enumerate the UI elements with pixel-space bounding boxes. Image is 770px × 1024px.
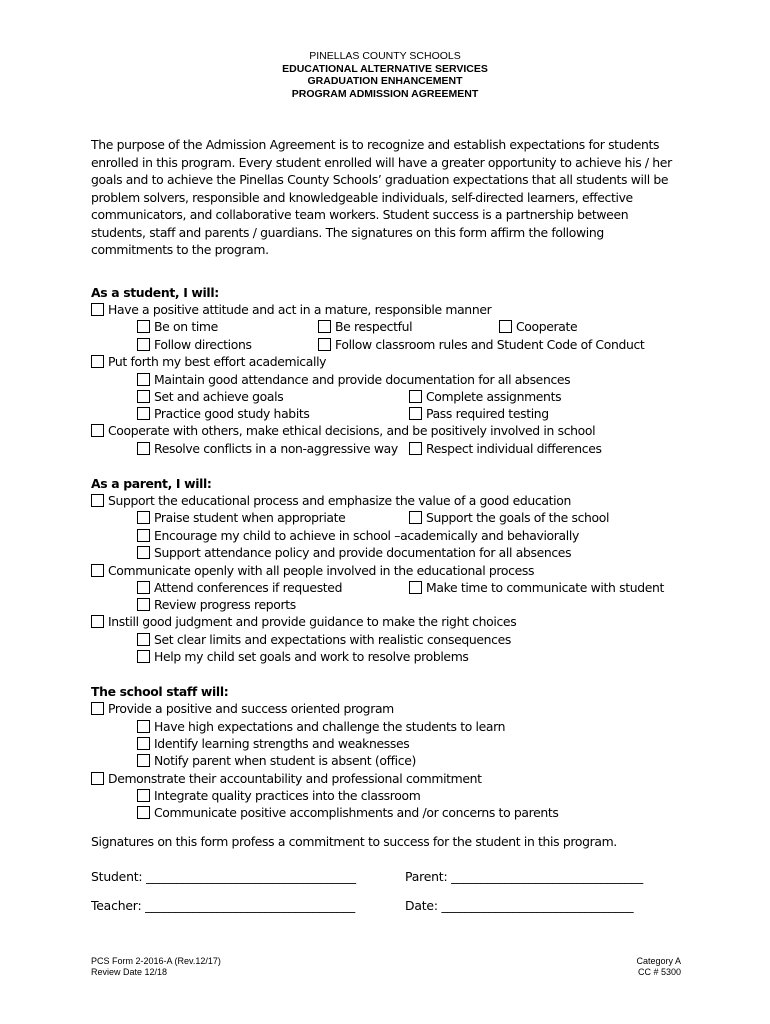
- header-department: EDUCATIONAL ALTERNATIVE SERVICES: [282, 62, 488, 75]
- parent-signature-field[interactable]: Parent: ________________________________: [405, 869, 644, 884]
- teacher-signature-field[interactable]: Teacher: ___________________________________: [91, 898, 355, 913]
- checkbox-label: Praise student when appropriate: [154, 510, 346, 525]
- checkbox-label: Support the goals of the school: [426, 510, 610, 525]
- student-item-3b: [409, 440, 602, 457]
- student-item-2: [91, 353, 326, 370]
- staff-item-1: [91, 700, 394, 717]
- checkbox[interactable]: [137, 650, 150, 663]
- checkbox-label: Cooperate: [516, 319, 578, 334]
- checkbox[interactable]: [409, 407, 422, 420]
- checkbox-label: Set clear limits and expectations with realistic consequences: [154, 632, 512, 647]
- parent-item-2a: [137, 579, 342, 596]
- checkbox-label: Integrate quality practices into the classroom: [154, 788, 421, 803]
- document-header: [0, 50, 770, 100]
- checkbox[interactable]: [137, 320, 150, 333]
- staff-item-2b: [137, 804, 559, 821]
- checkbox-label: Practice good study habits: [154, 406, 310, 421]
- checkbox-label: Help my child set goals and work to resolve problems: [154, 649, 469, 664]
- checkbox[interactable]: [91, 564, 104, 577]
- checkbox-label: Complete assignments: [426, 389, 562, 404]
- student-signature-field[interactable]: Student: ___________________________________: [91, 869, 356, 884]
- checkbox[interactable]: [409, 442, 422, 455]
- checkbox[interactable]: [409, 581, 422, 594]
- parent-item-2: [91, 562, 534, 579]
- student-item-1e: [318, 336, 644, 353]
- checkbox[interactable]: [137, 720, 150, 733]
- checkbox-label: Cooperate with others, make ethical decisions, and be positively involved in school: [108, 423, 596, 438]
- header-district: PINELLAS COUNTY SCHOOLS: [309, 50, 461, 62]
- intro-paragraph: The purpose of the Admission Agreement is to recognize and establish expectations for students enrolled in this program. Every student enrolled will have a greater opportunity to achieve his / her goals and to achieve the Pinellas County Schools’ graduation expectations that all students will be problem solvers, responsible and knowledgeable individuals, self-directed learners, effective communicators, and collaborative team workers. Student success is a partnership between students, staff and parents / guardians. The signatures on this form affirm the following commitments to the program.: [91, 137, 672, 257]
- parent-section-title: As a parent, I will:: [91, 476, 212, 491]
- review-date: Review Date 12/18: [91, 967, 168, 977]
- checkbox-label: Demonstrate their accountability and professional commitment: [108, 771, 482, 786]
- checkbox-label: Be on time: [154, 319, 218, 334]
- cc-number: CC # 5300: [637, 967, 681, 977]
- checkbox[interactable]: [137, 806, 150, 819]
- staff-item-2: [91, 770, 482, 787]
- checkbox[interactable]: [137, 373, 150, 386]
- parent-item-3b: [137, 648, 469, 665]
- signature-statement: Signatures on this form profess a commitment to success for the student in this program.: [91, 834, 617, 849]
- checkbox-label: Support the educational process and emphasize the value of a good education: [108, 493, 571, 508]
- checkbox[interactable]: [91, 355, 104, 368]
- student-item-2d: [137, 405, 310, 422]
- parent-item-2c: [137, 596, 296, 613]
- staff-item-1c: [137, 752, 416, 769]
- student-item-2c: [409, 388, 561, 405]
- checkbox[interactable]: [91, 772, 104, 785]
- checkbox-label: Resolve conflicts in a non-aggressive way: [154, 441, 398, 456]
- staff-section-title: The school staff will:: [91, 684, 229, 699]
- checkbox[interactable]: [137, 737, 150, 750]
- student-item-2a: [137, 371, 570, 388]
- student-item-1b: [318, 318, 412, 335]
- form-footer-right: [636, 956, 681, 978]
- parent-item-1d: [137, 544, 571, 561]
- student-item-2b: [137, 388, 283, 405]
- checkbox[interactable]: [318, 338, 331, 351]
- checkbox[interactable]: [409, 390, 422, 403]
- checkbox[interactable]: [91, 303, 104, 316]
- form-footer-left: [91, 956, 221, 978]
- parent-item-1c: [137, 527, 579, 544]
- checkbox-label: Notify parent when student is absent (office): [154, 753, 416, 768]
- staff-item-1a: [137, 718, 505, 735]
- checkbox-label: Support attendance policy and provide documentation for all absences: [154, 545, 572, 560]
- checkbox-label: Pass required testing: [426, 406, 549, 421]
- checkbox[interactable]: [137, 546, 150, 559]
- checkbox[interactable]: [137, 633, 150, 646]
- parent-item-1a: [137, 509, 345, 526]
- checkbox[interactable]: [91, 615, 104, 628]
- checkbox-label: Review progress reports: [154, 597, 296, 612]
- checkbox-label: Have high expectations and challenge the students to learn: [154, 719, 506, 734]
- staff-item-1b: [137, 735, 409, 752]
- checkbox[interactable]: [137, 529, 150, 542]
- student-item-2e: [409, 405, 549, 422]
- checkbox-label: Follow directions: [154, 337, 252, 352]
- form-number: PCS Form 2-2016-A (Rev.12/17): [91, 956, 221, 966]
- checkbox-label: Provide a positive and success oriented program: [108, 701, 394, 716]
- checkbox-label: Attend conferences if requested: [154, 580, 343, 595]
- checkbox[interactable]: [91, 494, 104, 507]
- checkbox[interactable]: [91, 424, 104, 437]
- checkbox[interactable]: [137, 390, 150, 403]
- checkbox[interactable]: [137, 789, 150, 802]
- checkbox[interactable]: [499, 320, 512, 333]
- checkbox-label: Have a positive attitude and act in a mature, responsible manner: [108, 302, 492, 317]
- checkbox[interactable]: [137, 581, 150, 594]
- parent-item-3: [91, 613, 516, 630]
- checkbox[interactable]: [137, 754, 150, 767]
- header-form-title: PROGRAM ADMISSION AGREEMENT: [291, 87, 479, 100]
- checkbox-label: Encourage my child to achieve in school –academically and behaviorally: [154, 528, 579, 543]
- checkbox-label: Be respectful: [335, 319, 413, 334]
- header-program: GRADUATION ENHANCEMENT: [307, 75, 463, 88]
- checkbox-label: Set and achieve goals: [154, 389, 284, 404]
- checkbox[interactable]: [137, 338, 150, 351]
- checkbox-label: Communicate positive accomplishments and /or concerns to parents: [154, 805, 559, 820]
- checkbox-label: Identify learning strengths and weaknesses: [154, 736, 410, 751]
- checkbox[interactable]: [137, 511, 150, 524]
- checkbox-label: Instill good judgment and provide guidance to make the right choices: [108, 614, 517, 629]
- checkbox[interactable]: [91, 702, 104, 715]
- student-item-3a: [137, 440, 398, 457]
- checkbox-label: Make time to communicate with student: [426, 580, 665, 595]
- checkbox[interactable]: [318, 320, 331, 333]
- student-item-1c: [499, 318, 577, 335]
- parent-item-3a: [137, 631, 511, 648]
- category-label: Category A: [636, 956, 681, 966]
- checkbox[interactable]: [137, 598, 150, 611]
- checkbox[interactable]: [137, 407, 150, 420]
- student-item-1d: [137, 336, 252, 353]
- checkbox-label: Respect individual differences: [426, 441, 602, 456]
- student-section-title: As a student, I will:: [91, 285, 219, 300]
- checkbox[interactable]: [409, 511, 422, 524]
- checkbox-label: Put forth my best effort academically: [108, 354, 327, 369]
- student-item-3: [91, 422, 595, 439]
- checkbox[interactable]: [137, 442, 150, 455]
- student-item-1a: [137, 318, 218, 335]
- date-field[interactable]: Date: ________________________________: [405, 898, 634, 913]
- checkbox-label: Maintain good attendance and provide documentation for all absences: [154, 372, 571, 387]
- parent-item-2b: [409, 579, 664, 596]
- checkbox-label: Follow classroom rules and Student Code of Conduct: [335, 337, 645, 352]
- student-item-1: [91, 301, 491, 318]
- parent-item-1: [91, 492, 571, 509]
- staff-item-2a: [137, 787, 420, 804]
- checkbox-label: Communicate openly with all people involved in the educational process: [108, 563, 535, 578]
- parent-item-1b: [409, 509, 609, 526]
